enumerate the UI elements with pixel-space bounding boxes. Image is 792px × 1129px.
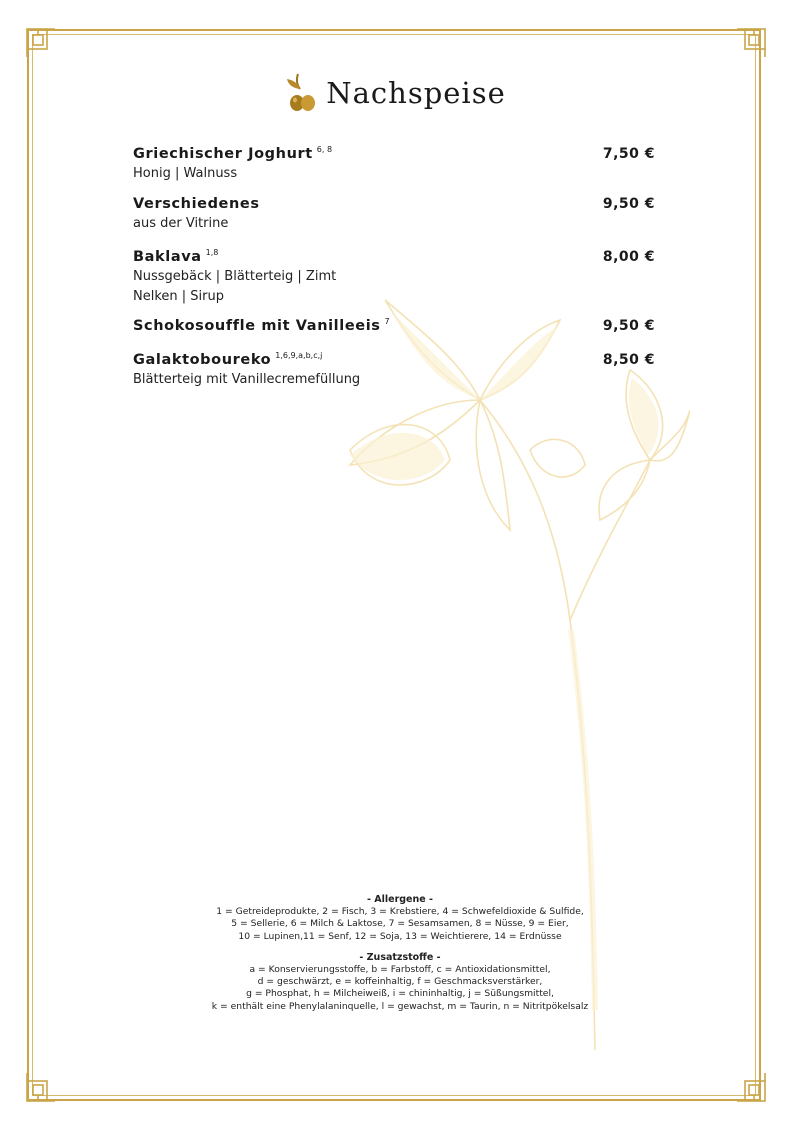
menu-item	[133, 145, 655, 184]
corner-ornament-icon	[25, 27, 55, 57]
item-price: 8,50 €	[602, 351, 655, 368]
item-description: Nelken | Sirup	[133, 288, 224, 304]
item-name: Verschiedenes	[133, 196, 260, 212]
item-price: 8,00 €	[602, 248, 655, 265]
item-allergens: 7	[384, 317, 390, 326]
olive-icon	[286, 72, 316, 114]
item-price: 7,50 €	[602, 145, 655, 162]
allergene-line: 5 = Sellerie, 6 = Milch & Laktose, 7 = Sesamsamen, 8 = Nüsse, 9 = Eier,	[231, 918, 569, 930]
item-price: 9,50 €	[602, 317, 655, 334]
allergen-legend	[150, 894, 650, 1013]
corner-ornament-icon	[25, 1073, 55, 1103]
menu-item	[133, 351, 655, 390]
menu-item	[133, 248, 655, 307]
corner-ornament-icon	[737, 27, 767, 57]
page-title: Nachspeise	[326, 76, 506, 110]
item-name: Griechischer Joghurt $^{6, 8}$	[133, 145, 333, 162]
zusatzstoffe-line: a = Konservierungsstoffe, b = Farbstoff, c = Antioxidationsmittel,	[249, 964, 551, 976]
allergene-line: 10 = Lupinen,11 = Senf, 12 = Soja, 13 = Weichtierere, 14 = Erdnüsse	[238, 930, 562, 942]
zusatzstoffe-line: k = enthält eine Phenylalaninquelle, l = gewachst, m = Taurin, n = Nitritpökelsalz	[211, 1000, 589, 1012]
zusatzstoffe-line: g = Phosphat, h = Milcheiweiß, i = chininhaltig, j = Süßungsmittel,	[246, 988, 554, 1000]
item-description: aus der Vitrine	[133, 216, 229, 231]
zusatzstoffe-title: - Zusatzstoffe -	[359, 951, 441, 963]
menu-item	[133, 317, 655, 334]
menu-item	[133, 196, 655, 234]
page-header	[0, 68, 792, 118]
item-allergens: 1,8	[205, 248, 219, 257]
item-allergens: 6, 8	[316, 145, 333, 154]
item-description: Blätterteig mit Vanillecremefüllung	[133, 371, 361, 387]
item-name: Galaktoboureko $^{1,6,9,a,b,c,j}$	[133, 351, 323, 368]
item-name: Baklava $^{1,8}$	[133, 248, 219, 265]
zusatzstoffe-line: d = geschwärzt, e = koffeinhaltig, f = Geschmacksverstärker,	[257, 976, 543, 988]
allergene-line: 1 = Getreideprodukte, 2 = Fisch, 3 = Krebstiere, 4 = Schwefeldioxide & Sulfide,	[216, 906, 584, 918]
item-description: Nussgebäck | Blätterteig | Zimt	[133, 268, 337, 284]
allergene-title: - Allergene -	[367, 894, 433, 905]
item-price: 9,50 €	[602, 196, 655, 212]
item-allergens: 1,6,9,a,b,c,j	[275, 351, 323, 360]
item-description: Honig | Walnuss	[133, 165, 238, 181]
corner-ornament-icon	[737, 1073, 767, 1103]
item-name: Schokosouffle mit Vanilleeis $^7$	[133, 317, 390, 334]
